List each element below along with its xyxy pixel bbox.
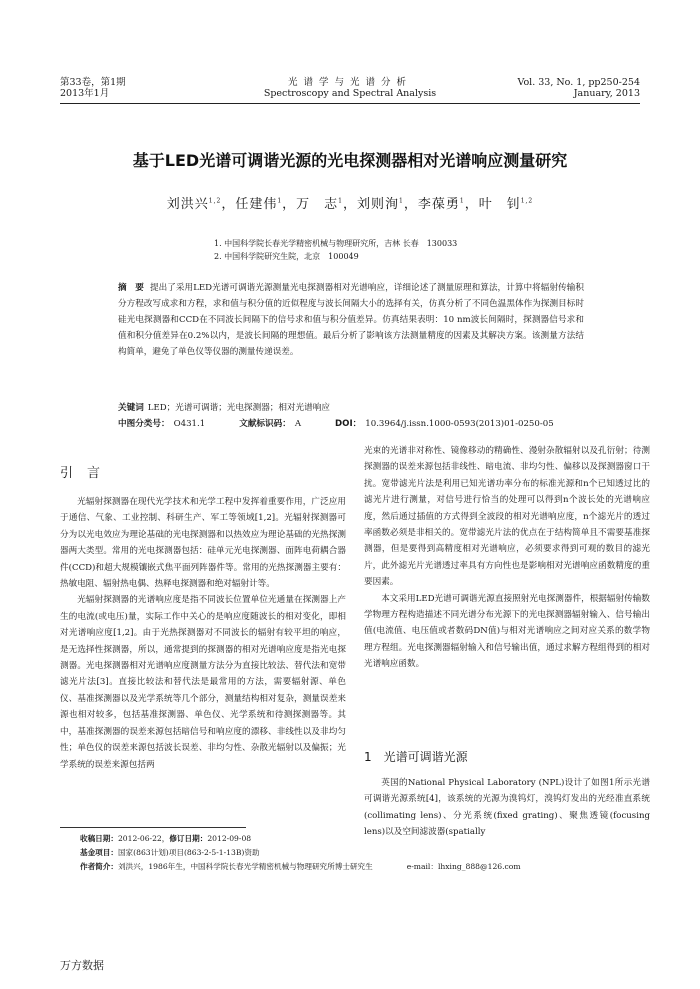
abstract-label: 摘 要 xyxy=(118,283,144,293)
header-issue xyxy=(517,77,640,99)
right-paragraph-2: 本文采用LED光谱可调谐光源直接照射光电探测器件，根据辐射传输数学物理方程构造描述不同光谱分布光源下的光电探测器辐射输入、信号输出值(电流值、电压值或者数码DN值)与相对光谱响应之间对应关系的数学物理方程组。光电探测器辐射输入和信号输出值，通过求解方程组得到的相对光谱响应函数。 xyxy=(364,593,650,670)
bio-label: 作者简介： xyxy=(80,862,118,871)
header-date-en: January, 2013 xyxy=(573,88,640,99)
fund-label: 基金项目： xyxy=(80,848,118,857)
intro-paragraph-2: 光辐射探测器的光谱响应度是指不同波长位置单位光通量在探测器上产生的电流(或电压)量，实际工作中关心的是响应度随波长的相对变化，即相对光谱响应度[1,2]。由于光热探测器对不同波长的辐射有较平坦的响应，是无选择性探测器，所以，通常提到的探测器的相对光谱响应度是指光电探测器。光电探测器相对光谱响应度测量方法分为直接比较法、替代法和宽带滤光片法[3]。直接比较法和替代法是最常用的方法，需要辐射源、单色仪、基准探测器以及光学系统等几个部分，测量结构相对复杂，测量误差来源也相对较多，包括基准探测器、单色仪、光学系统和待测探测器等。其中，基准探测器的误差来源包括暗信号和响应度的漂移、非线性以及非均匀性；单色仪的误差来源包括波长误差、非均匀性、杂散光辐射以及偏振；光学系统的误差来源包括两 xyxy=(60,595,346,770)
section-1-paragraph: 英国的National Physical Laboratory (NPL)设计了如图1所示光谱可调谐光源系统[4]，该系统的光源为溴钨灯，溴钨灯发出的光经准直系统(collimating lens)、分光系统(fixed grating)、聚焦透镜(focusing lens)以及空间滤波器(spatially xyxy=(364,778,650,838)
keywords-block xyxy=(118,400,584,432)
footnote-divider xyxy=(60,827,246,828)
intro-heading: 引言 xyxy=(60,466,115,481)
doc-code-label: 文献标识码： xyxy=(239,419,291,429)
footnote-fund xyxy=(80,846,521,860)
abstract xyxy=(118,280,584,360)
header-volume-zh: 第33卷，第1期 xyxy=(60,77,126,88)
affiliation-1: 1. 中国科学院长春光学精密机械与物理研究所，吉林 长春 130033 xyxy=(214,239,458,248)
affiliations xyxy=(214,237,457,263)
revised-label: 修订日期： xyxy=(169,834,208,843)
author-email: e-mail：lhxing_888@126.com xyxy=(406,862,521,871)
right-column xyxy=(364,443,650,673)
watermark-text: 万方数据 xyxy=(60,959,104,972)
keywords-text: LED；光谱可调谐；光电探测器；相对光谱响应 xyxy=(147,403,330,413)
doi-label: DOI： xyxy=(335,419,362,429)
footnotes xyxy=(80,832,521,874)
clc-label: 中图分类号： xyxy=(118,419,170,429)
affiliation-2: 2. 中国科学院研究生院，北京 100049 xyxy=(214,252,359,261)
abstract-text: 提出了采用LED光谱可调谐光源测量光电探测器相对光谱响应，详细论述了测量原理和算法，计算中将辐射传输积分方程改写成求和方程，求和值与积分值的近似程度与波长间隔大小的选择有关，仿真分析了不同色温黑体作为探测目标时硅光电探测器和CCD在不同波长间隔下的信号求和值与积分值差异。仿真结果表明：10 nm波长间隔时，探测器信号求和值和积分值差异在0.2%以内，是波长间隔的理想值。最后分析了影响该方法测量精度的因素及其解决方案。该测量方法结构简单，避免了单色仪等仪器的测量传递误差。 xyxy=(118,283,584,357)
doc-code-value: A xyxy=(294,419,302,429)
doi-value: 10.3964/j.issn.1000-0593(2013)01-0250-05 xyxy=(365,419,554,429)
header-divider xyxy=(60,103,640,104)
keywords-label: 关键词 xyxy=(118,403,144,413)
fund-value: 国家(863计划)项目(863-2-5-1-13B)资助 xyxy=(117,848,260,857)
header-journal-en: Spectroscopy and Spectral Analysis xyxy=(263,88,437,99)
revised-date: 2012-09-08 xyxy=(207,834,252,843)
section-1-title: 光谱可调谐光源 xyxy=(383,750,468,764)
bio-value: 刘洪兴，1986年生，中国科学院长春光学精密机械与物理研究所博士研究生 xyxy=(117,862,373,871)
header-volume xyxy=(60,77,126,99)
header-volume-en: Vol. 33, No. 1, pp250-254 xyxy=(517,77,640,88)
header-journal-zh: 光谱学与光谱分析 xyxy=(287,77,412,88)
section-1-number: 1 xyxy=(364,750,372,764)
section-1-heading xyxy=(364,748,468,765)
classification-line xyxy=(118,416,584,432)
header-journal xyxy=(240,77,460,99)
author-list: 刘洪兴$^{1,2}$，任建伟$^1$，万 志$^1$，刘则洵$^1$，李葆勇$^1$，叶 钊$^{1,2}$ xyxy=(166,197,534,212)
clc-value: O431.1 xyxy=(173,419,206,429)
left-column xyxy=(60,494,346,773)
footnote-bio xyxy=(80,860,521,874)
section-1-body xyxy=(364,775,650,841)
paper-title: 基于LED光谱可调谐光源的光电探测器相对光谱响应测量研究 xyxy=(132,151,568,170)
intro-paragraph-1: 光辐射探测器在现代光学技术和光学工程中发挥着重要作用，广泛应用于通信、气象、工业控制、科研生产、军工等领域[1,2]。光辐射探测器可分为以光电效应为理论基础的光电探测器和以热效应为理论基础的光热探测器两大类型。常用的光电探测器包括：硅单元光电探测器、面阵电荷耦合器件(CCD)和超大规模镶嵌式焦平面列阵器件等。常用的光热探测器主要有：热敏电阻、辐射热电偶、热释电探测器和绝对辐射计等。 xyxy=(60,497,346,590)
header-date-zh: 2013年1月 xyxy=(60,88,110,99)
right-paragraph-1: 光束的光谱非对称性、镜像移动的精确性、漫射杂散辐射以及孔衍射；待测探测器的误差来源包括非线性、暗电流、非均匀性、偏移以及探测器窗口干扰。宽带滤光片法是利用已知光谱功率分布的标准光源和n个已知透过比的滤光片进行测量，对信号进行恰当的处理可以得到n个波长处的光谱响应度，然后通过插值的方式得到全波段的相对光谱响应度，n个滤光片的透过率函数必须是非相关的。宽带滤光片法的优点在于结构简单且不需要基准探测器，但是要得到高精度相对光谱响应，必须要求得到可观的数目的滤光片，此外滤光片光谱透过率具有方向性也是影响相对光谱响应函数精度的重要因素。 xyxy=(364,446,650,588)
footnote-dates xyxy=(80,832,521,846)
received-date: 2012-06-22， xyxy=(117,834,170,843)
received-label: 收稿日期： xyxy=(80,834,118,843)
